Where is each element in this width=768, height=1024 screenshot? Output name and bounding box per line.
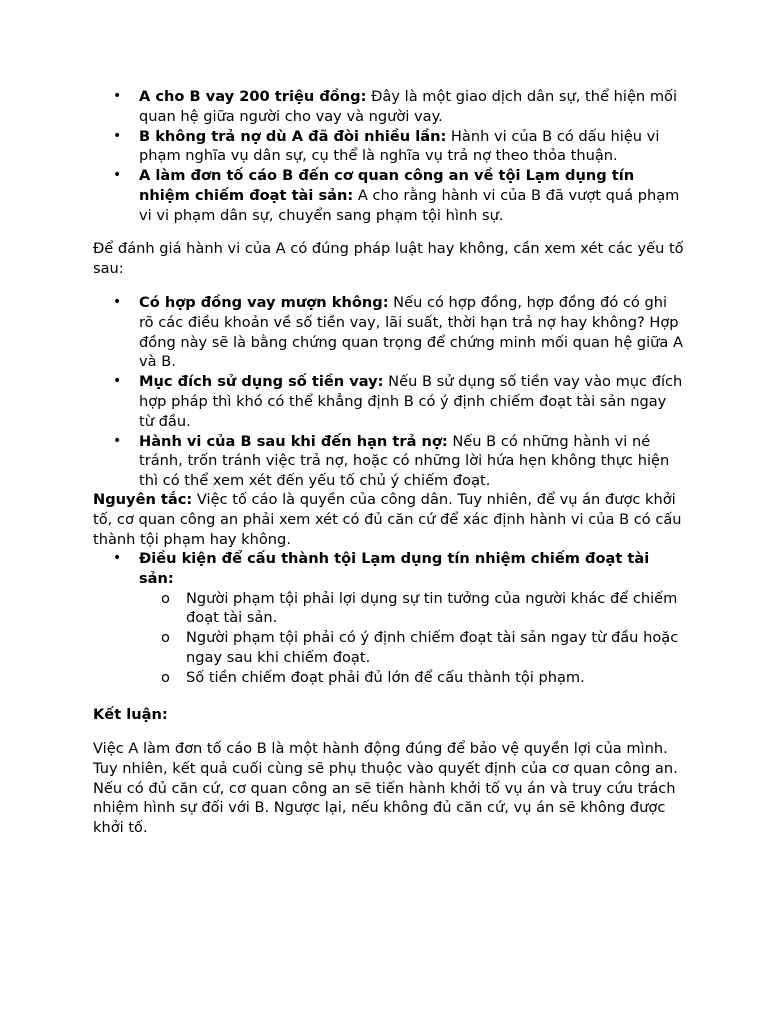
- sub-list-item: [93, 668, 683, 688]
- item-text: Nếu B có những hành vi né tránh, trốn tránh việc trả nợ, hoặc có những lời hứa hẹn không thực hiện thì có thể xem xét đến yếu tố chủ ý chiếm đoạt.: [139, 432, 670, 490]
- principle-paragraph: [93, 490, 693, 549]
- conditions-list: [93, 549, 683, 688]
- conclusion-heading-text: Kết luận:: [93, 706, 168, 723]
- sub-list-item: [93, 589, 683, 629]
- sub-bullet-icon: o: [161, 589, 170, 607]
- item-text: Hành vi của B có dấu hiệu vi phạm nghĩa vụ dân sự, cụ thể là nghĩa vụ trả nợ theo thỏa thuận.: [139, 127, 660, 165]
- list-item: [93, 432, 683, 491]
- bullet-icon: •: [113, 550, 122, 566]
- list-item: [93, 87, 683, 127]
- sub-bullet-icon: o: [161, 629, 170, 647]
- conclusion-heading: [93, 705, 693, 725]
- item-heading: Có hợp đồng vay mượn không:: [139, 294, 389, 311]
- list-item: [93, 293, 683, 372]
- bullet-icon: •: [113, 373, 122, 390]
- bullet-icon: •: [113, 167, 122, 184]
- intro-paragraph: Để đánh giá hành vi của A có đúng pháp luật hay không, cần xem xét các yếu tố sau:: [93, 240, 684, 277]
- conclusion-paragraph: Việc A làm đơn tố cáo B là một hành động đúng để bảo vệ quyền lợi của mình. Tuy nhiên, kết quả cuối cùng sẽ phụ thuộc vào quyết định của cơ quan công an. Nếu có đủ căn cứ, cơ quan công an sẽ tiến hành khởi tố vụ án và truy cứu trách nhiệm hình sự đối với B. Ngược lại, nếu không đủ căn cứ, vụ án sẽ không được khởi tố.: [93, 740, 678, 837]
- principle-text: Việc tố cáo là quyền của công dân. Tuy nhiên, để vụ án được khởi tố, cơ quan công an phải xem xét có đủ căn cứ để xác định hành vi của B có cấu thành tội phạm hay không.: [93, 491, 682, 548]
- item-text: A cho rằng hành vi của B đã vượt quá phạm vi vi phạm dân sự, chuyển sang phạm tội hình sự.: [139, 186, 680, 224]
- item-heading: A cho B vay 200 triệu đồng:: [139, 88, 367, 105]
- item-heading: Mục đích sử dụng số tiền vay:: [139, 373, 384, 391]
- list-item: [93, 166, 683, 225]
- sub-item-text: Số tiền chiếm đoạt phải đủ lớn để cấu thành tội phạm.: [186, 668, 585, 686]
- item-text: Nếu có hợp đồng, hợp đồng đó có ghi rõ các điều khoản về số tiền vay, lãi suất, thời hạn trả nợ hay không? Hợp đồng này sẽ là bằng chứng quan trọng để chứng minh mối quan hệ giữa A và B.: [139, 294, 683, 371]
- list-item: [93, 372, 683, 431]
- facts-list: [93, 87, 683, 226]
- bullet-icon: •: [113, 127, 122, 144]
- sub-list-item: [93, 628, 683, 668]
- principle-heading: Nguyên tắc:: [93, 491, 193, 508]
- factors-list: [93, 293, 683, 491]
- list-item: [93, 549, 683, 589]
- item-text: Đây là một giao dịch dân sự, thể hiện mối quan hệ giữa người cho vay và người vay.: [139, 88, 678, 125]
- sub-bullet-icon: o: [161, 668, 170, 686]
- bullet-icon: •: [113, 294, 122, 310]
- sub-item-text: Người phạm tội phải có ý định chiếm đoạt tài sản ngay từ đầu hoặc ngay sau khi chiếm đoạt.: [186, 629, 679, 666]
- item-heading: B không trả nợ dù A đã đòi nhiều lần:: [139, 127, 447, 145]
- item-heading: Hành vi của B sau khi đến hạn trả nợ:: [139, 432, 448, 450]
- list-item: [93, 127, 683, 167]
- bullet-icon: •: [113, 432, 122, 449]
- item-heading: A làm đơn tố cáo B đến cơ quan công an về tội Lạm dụng tín nhiệm chiếm đoạt tài sản:: [139, 167, 635, 204]
- sub-item-text: Người phạm tội phải lợi dụng sự tin tưởng của người khác để chiếm đoạt tài sản.: [186, 589, 678, 627]
- item-text: Nếu B sử dụng số tiền vay vào mục đích hợp pháp thì khó có thể khẳng định B có ý định chiếm đoạt tài sản ngay từ đầu.: [139, 373, 683, 430]
- bullet-icon: •: [113, 88, 122, 104]
- item-heading: Điều kiện để cấu thành tội Lạm dụng tín nhiệm chiếm đoạt tài sản:: [139, 550, 650, 587]
